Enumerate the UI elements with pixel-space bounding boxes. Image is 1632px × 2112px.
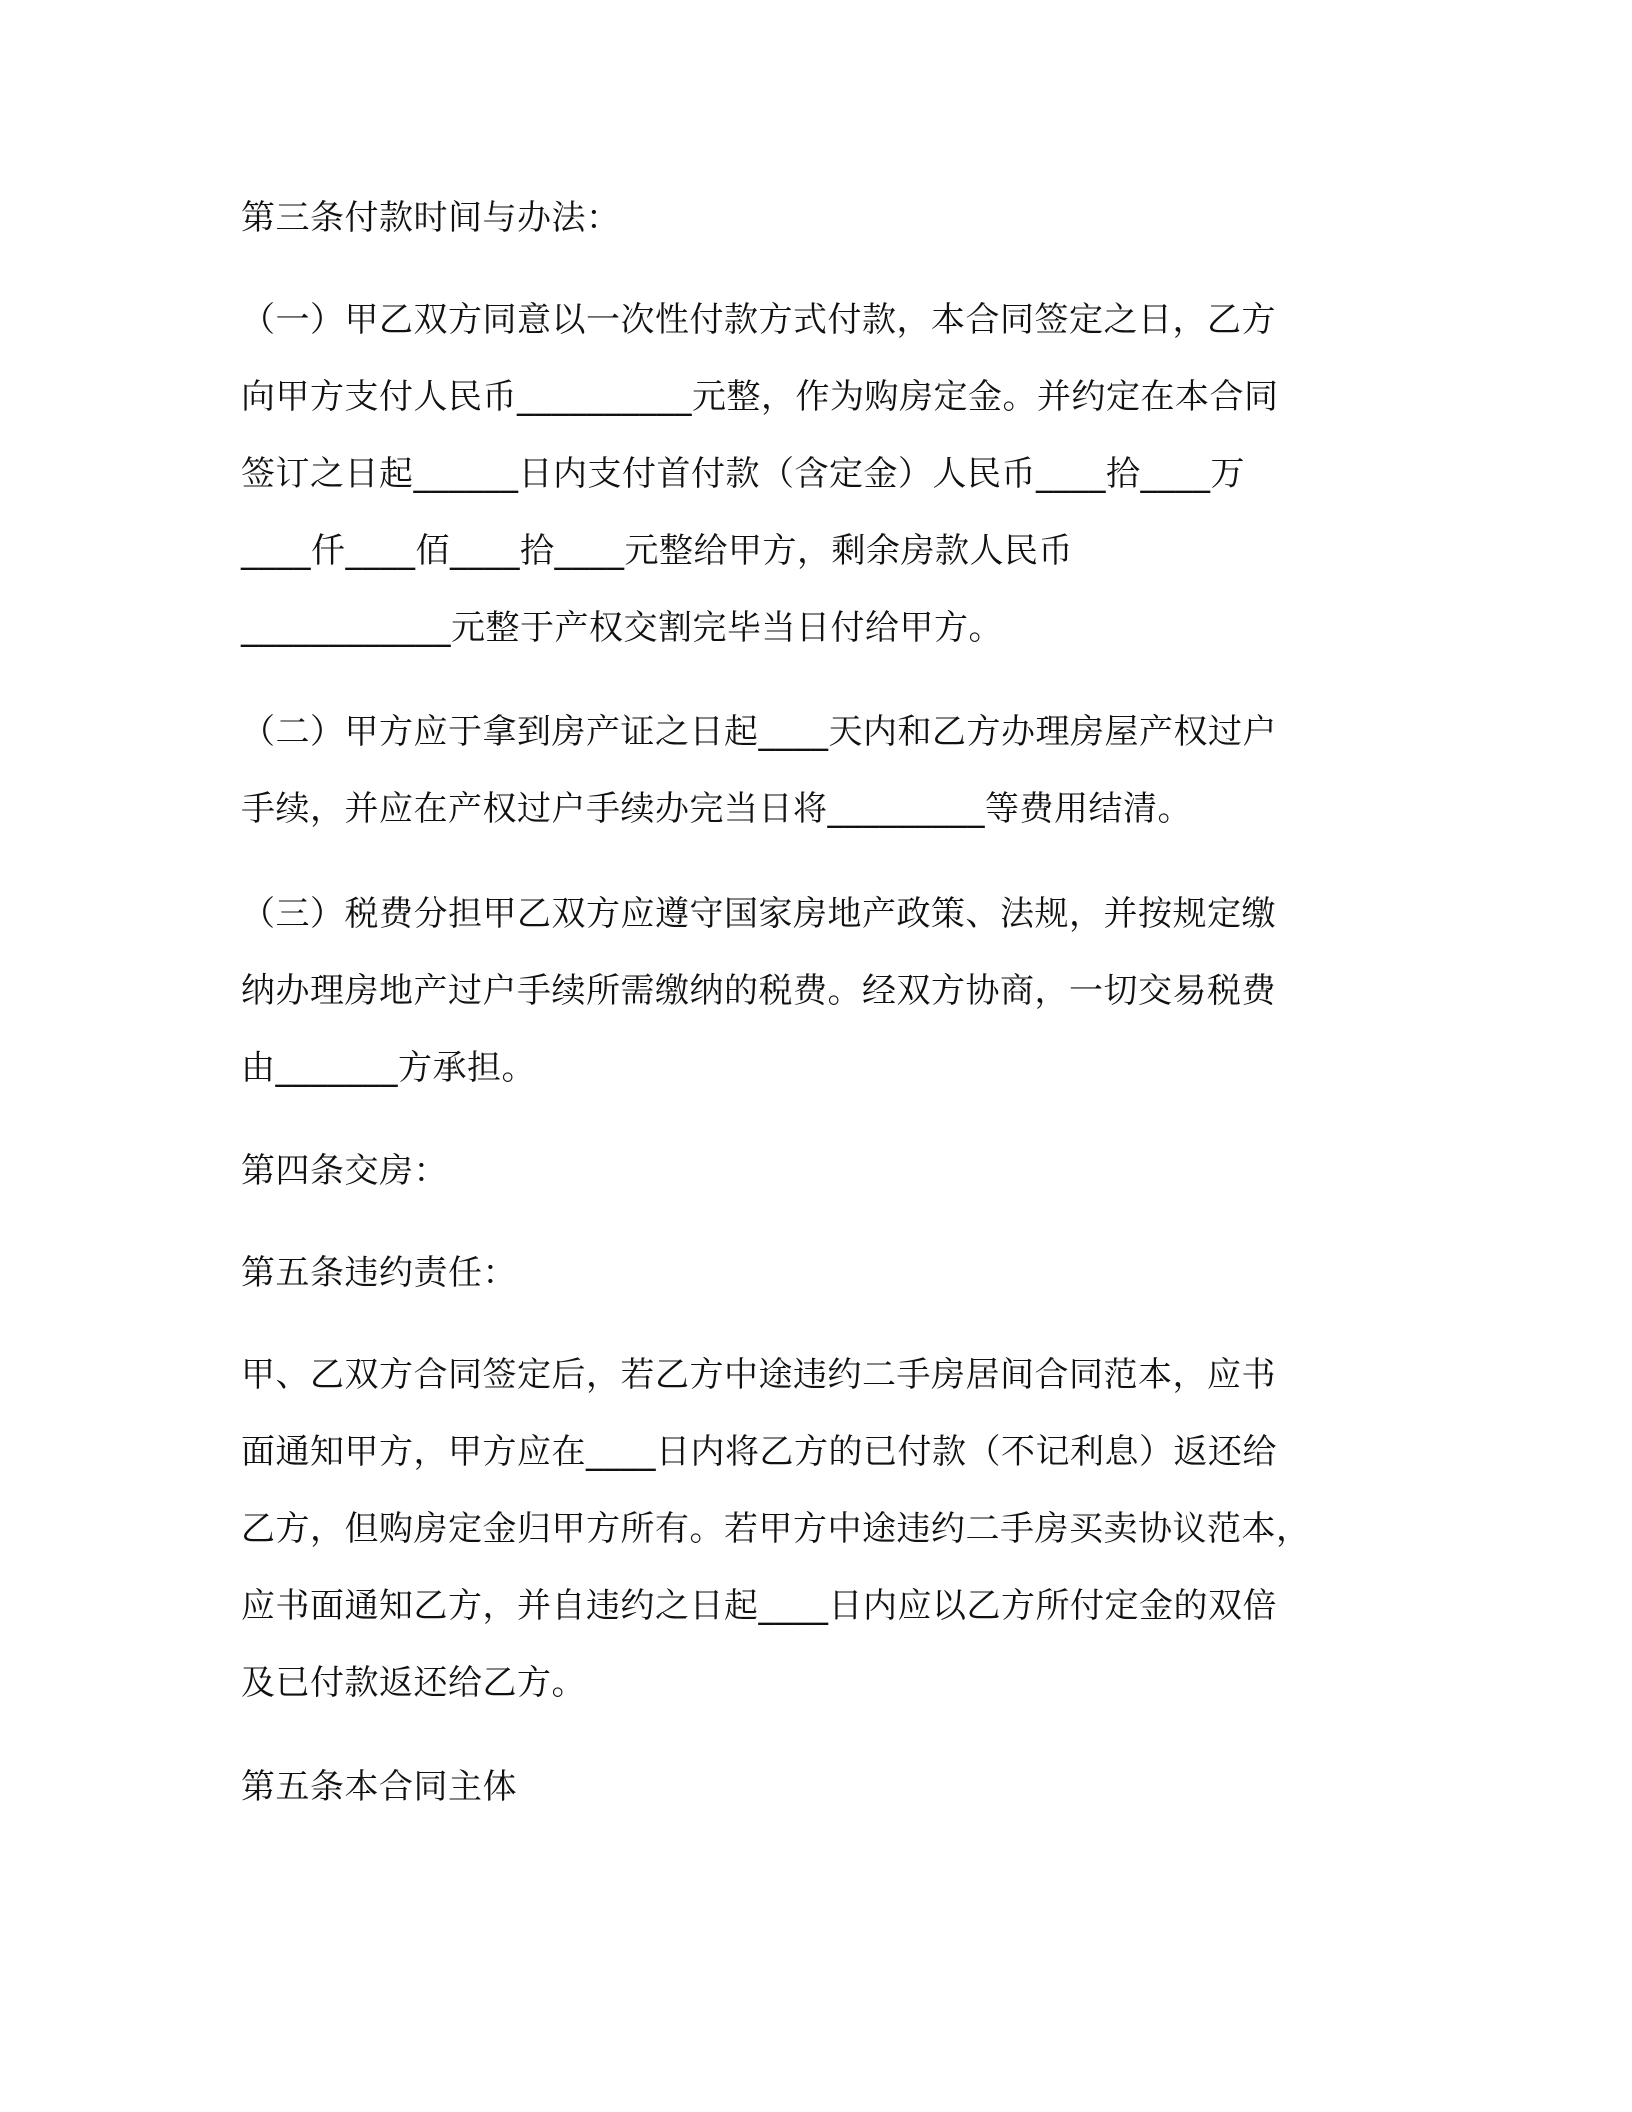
paragraph-line: （一）甲乙双方同意以一次性付款方式付款，本合同签定之日，乙方 — [241, 300, 1276, 340]
paragraph-line: 及已付款返还给乙方。 — [241, 1663, 586, 1703]
paragraph-line: 面通知甲方，甲方应在____日内将乙方的已付款（不记利息）返还给 — [241, 1432, 1277, 1472]
paragraph-line: ____________元整于产权交割完毕当日付给甲方。 — [241, 608, 1003, 648]
payment-clause-1 — [241, 282, 1391, 667]
heading-text: 第三条付款时间与办法： — [241, 198, 621, 238]
article-3-heading — [241, 180, 1391, 257]
heading-text: 第五条违约责任： — [241, 1253, 517, 1293]
heading-text: 第四条交房： — [241, 1151, 448, 1191]
paragraph-line: （二）甲方应于拿到房产证之日起____天内和乙方办理房屋产权过户 — [241, 712, 1277, 752]
paragraph-line: 纳办理房地产过户手续所需缴纳的税费。经双方协商，一切交易税费 — [241, 971, 1276, 1011]
payment-clause-2 — [241, 694, 1391, 848]
paragraph-line: （三）税费分担甲乙双方应遵守国家房地产政策、法规，并按规定缴 — [241, 894, 1276, 934]
paragraph-line: 乙方，但购房定金归甲方所有。若甲方中途违约二手房买卖协议范本， — [241, 1509, 1311, 1549]
paragraph-line: 签订之日起______日内支付首付款（含定金）人民币____拾____万 — [241, 454, 1245, 494]
paragraph-line: 手续，并应在产权过户手续办完当日将_________等费用结清。 — [241, 789, 1192, 829]
paragraph-line: 由_______方承担。 — [241, 1048, 536, 1088]
article-5b-heading — [241, 1749, 1391, 1826]
paragraph-line: 甲、乙双方合同签定后，若乙方中途违约二手房居间合同范本，应书 — [241, 1355, 1276, 1395]
article-5-heading — [241, 1235, 1391, 1312]
heading-text: 第五条本合同主体 — [241, 1767, 517, 1807]
breach-clause — [241, 1337, 1391, 1722]
paragraph-line: 应书面通知乙方，并自违约之日起____日内应以乙方所付定金的双倍 — [241, 1586, 1277, 1626]
paragraph-line: ____仟____佰____拾____元整给甲方，剩余房款人民币 — [241, 531, 1073, 571]
payment-clause-3 — [241, 876, 1391, 1107]
article-4-heading — [241, 1133, 1391, 1210]
paragraph-line: 向甲方支付人民币__________元整，作为购房定金。并约定在本合同 — [241, 377, 1279, 417]
